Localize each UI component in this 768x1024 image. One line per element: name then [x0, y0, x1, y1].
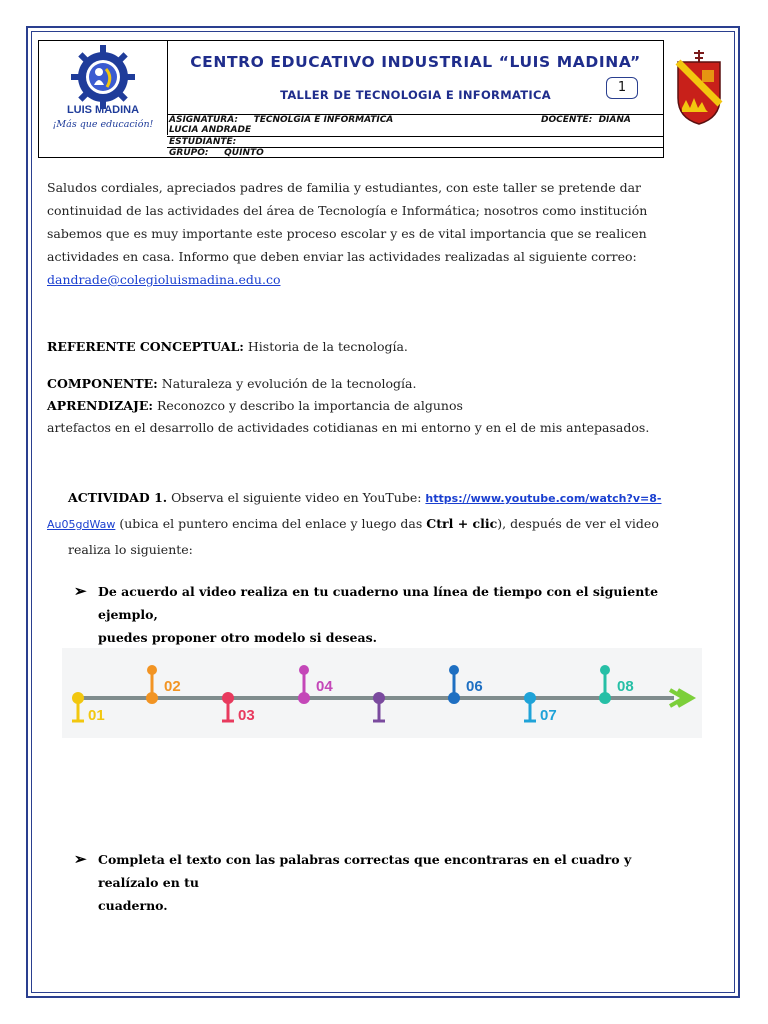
timeline-label-08: 08 [617, 678, 634, 695]
referente-label: REFERENTE CONCEPTUAL: [47, 339, 244, 354]
youtube-link-part-2[interactable]: Au05gdWaw [47, 518, 116, 531]
school-logo-icon [39, 41, 168, 135]
intro-line-2: continuidad de las actividades del área de Tecnología e Informática; nosotros como institución [47, 203, 648, 218]
aprendizaje-value-2: artefactos en el desarrollo de actividades cotidianas en mi entorno y en el de mis antepasados. [47, 420, 650, 435]
aprendizaje-label: APRENDIZAJE: [47, 398, 154, 413]
arrow-bullet-icon: ➢ [74, 582, 87, 600]
grupo-row [167, 147, 664, 158]
bullet-2 [74, 848, 694, 913]
referente-value: Historia de la tecnología. [247, 339, 408, 354]
bullet-2-line-1: Completa el texto con las palabras correctas que encontraras en el cuadro y realízalo en tu [98, 852, 632, 890]
taller-subtitle: TALLER DE TECNOLOGIA E INFORMATICA [280, 88, 551, 102]
componente-value: Naturaleza y evolución de la tecnología. [161, 376, 417, 391]
grupo-label: GRUPO: [169, 148, 209, 158]
taller-number-box: 1 [606, 77, 638, 99]
docente-label: DOCENTE: [541, 115, 593, 125]
actividad-label: ACTIVIDAD 1. [68, 490, 168, 505]
ctrl-clic-text: Ctrl + clic [426, 516, 498, 531]
actividad-block [47, 485, 693, 562]
timeline-label-03: 03 [238, 707, 255, 724]
intro-line-3: sabemos que es muy importante este proceso escolar y es de vital importancia que se realicen [47, 226, 647, 241]
estudiante-row [167, 136, 664, 147]
actividad-text-1: Observa el siguiente video en YouTube: [171, 490, 422, 505]
logo-name: LUIS MADINA [66, 104, 140, 116]
bullet-1 [74, 580, 694, 645]
intro-paragraph [47, 176, 687, 291]
timeline-label-01: 01 [88, 707, 105, 724]
docente-first: DIANA [598, 115, 631, 125]
crest-icon [664, 40, 734, 135]
header-table [38, 40, 664, 158]
asignatura-row [167, 114, 664, 136]
componente-label: COMPONENTE: [47, 376, 158, 391]
logo-motto: ¡Más que educación! [52, 119, 154, 130]
docente-rest: LUCIA ANDRADE [169, 125, 252, 135]
grupo-value: QUINTO [224, 148, 264, 158]
school-title: CENTRO EDUCATIVO INDUSTRIAL “LUIS MADINA” [190, 53, 641, 71]
bullet-1-line-2: puedes proponer otro modelo si deseas. [98, 630, 377, 645]
arrow-bullet-icon: ➢ [74, 850, 87, 868]
estudiante-label: ESTUDIANTE: [169, 137, 237, 147]
email-link[interactable]: dandrade@colegioluismadina.edu.co [47, 272, 281, 287]
timeline-label-07: 07 [540, 707, 557, 724]
actividad-text-2a: (ubica el puntero encima del enlace y luego das [119, 516, 423, 531]
timeline-label-06: 06 [466, 678, 483, 695]
asignatura-label: ASIGNATURA: [169, 115, 238, 125]
aprendizaje-block [47, 395, 687, 439]
timeline-label-02: 02 [164, 678, 181, 695]
intro-line-4: actividades en casa. Informo que deben enviar las actividades realizadas al siguiente correo: [47, 249, 637, 264]
aprendizaje-value-1: Reconozco y describo la importancia de algunos [157, 398, 463, 413]
youtube-link-part-1[interactable]: https://www.youtube.com/watch?v=8- [425, 492, 662, 505]
timeline-example [62, 648, 702, 738]
timeline-label-04: 04 [316, 678, 333, 695]
bullet-2-line-2: cuaderno. [98, 898, 168, 913]
actividad-text-3: realiza lo siguiente: [68, 542, 193, 557]
bullet-1-line-1: De acuerdo al video realiza en tu cuaderno una línea de tiempo con el siguiente ejemplo, [98, 584, 659, 622]
actividad-text-2b: ), después de ver el video [497, 516, 659, 531]
asignatura-value: TECNOLGIA E INFORMATICA [253, 115, 394, 125]
intro-line-1: Saludos cordiales, apreciados padres de familia y estudiantes, con este taller se pretende dar [47, 180, 642, 195]
referente-line [47, 335, 687, 358]
componente-line [47, 372, 687, 395]
